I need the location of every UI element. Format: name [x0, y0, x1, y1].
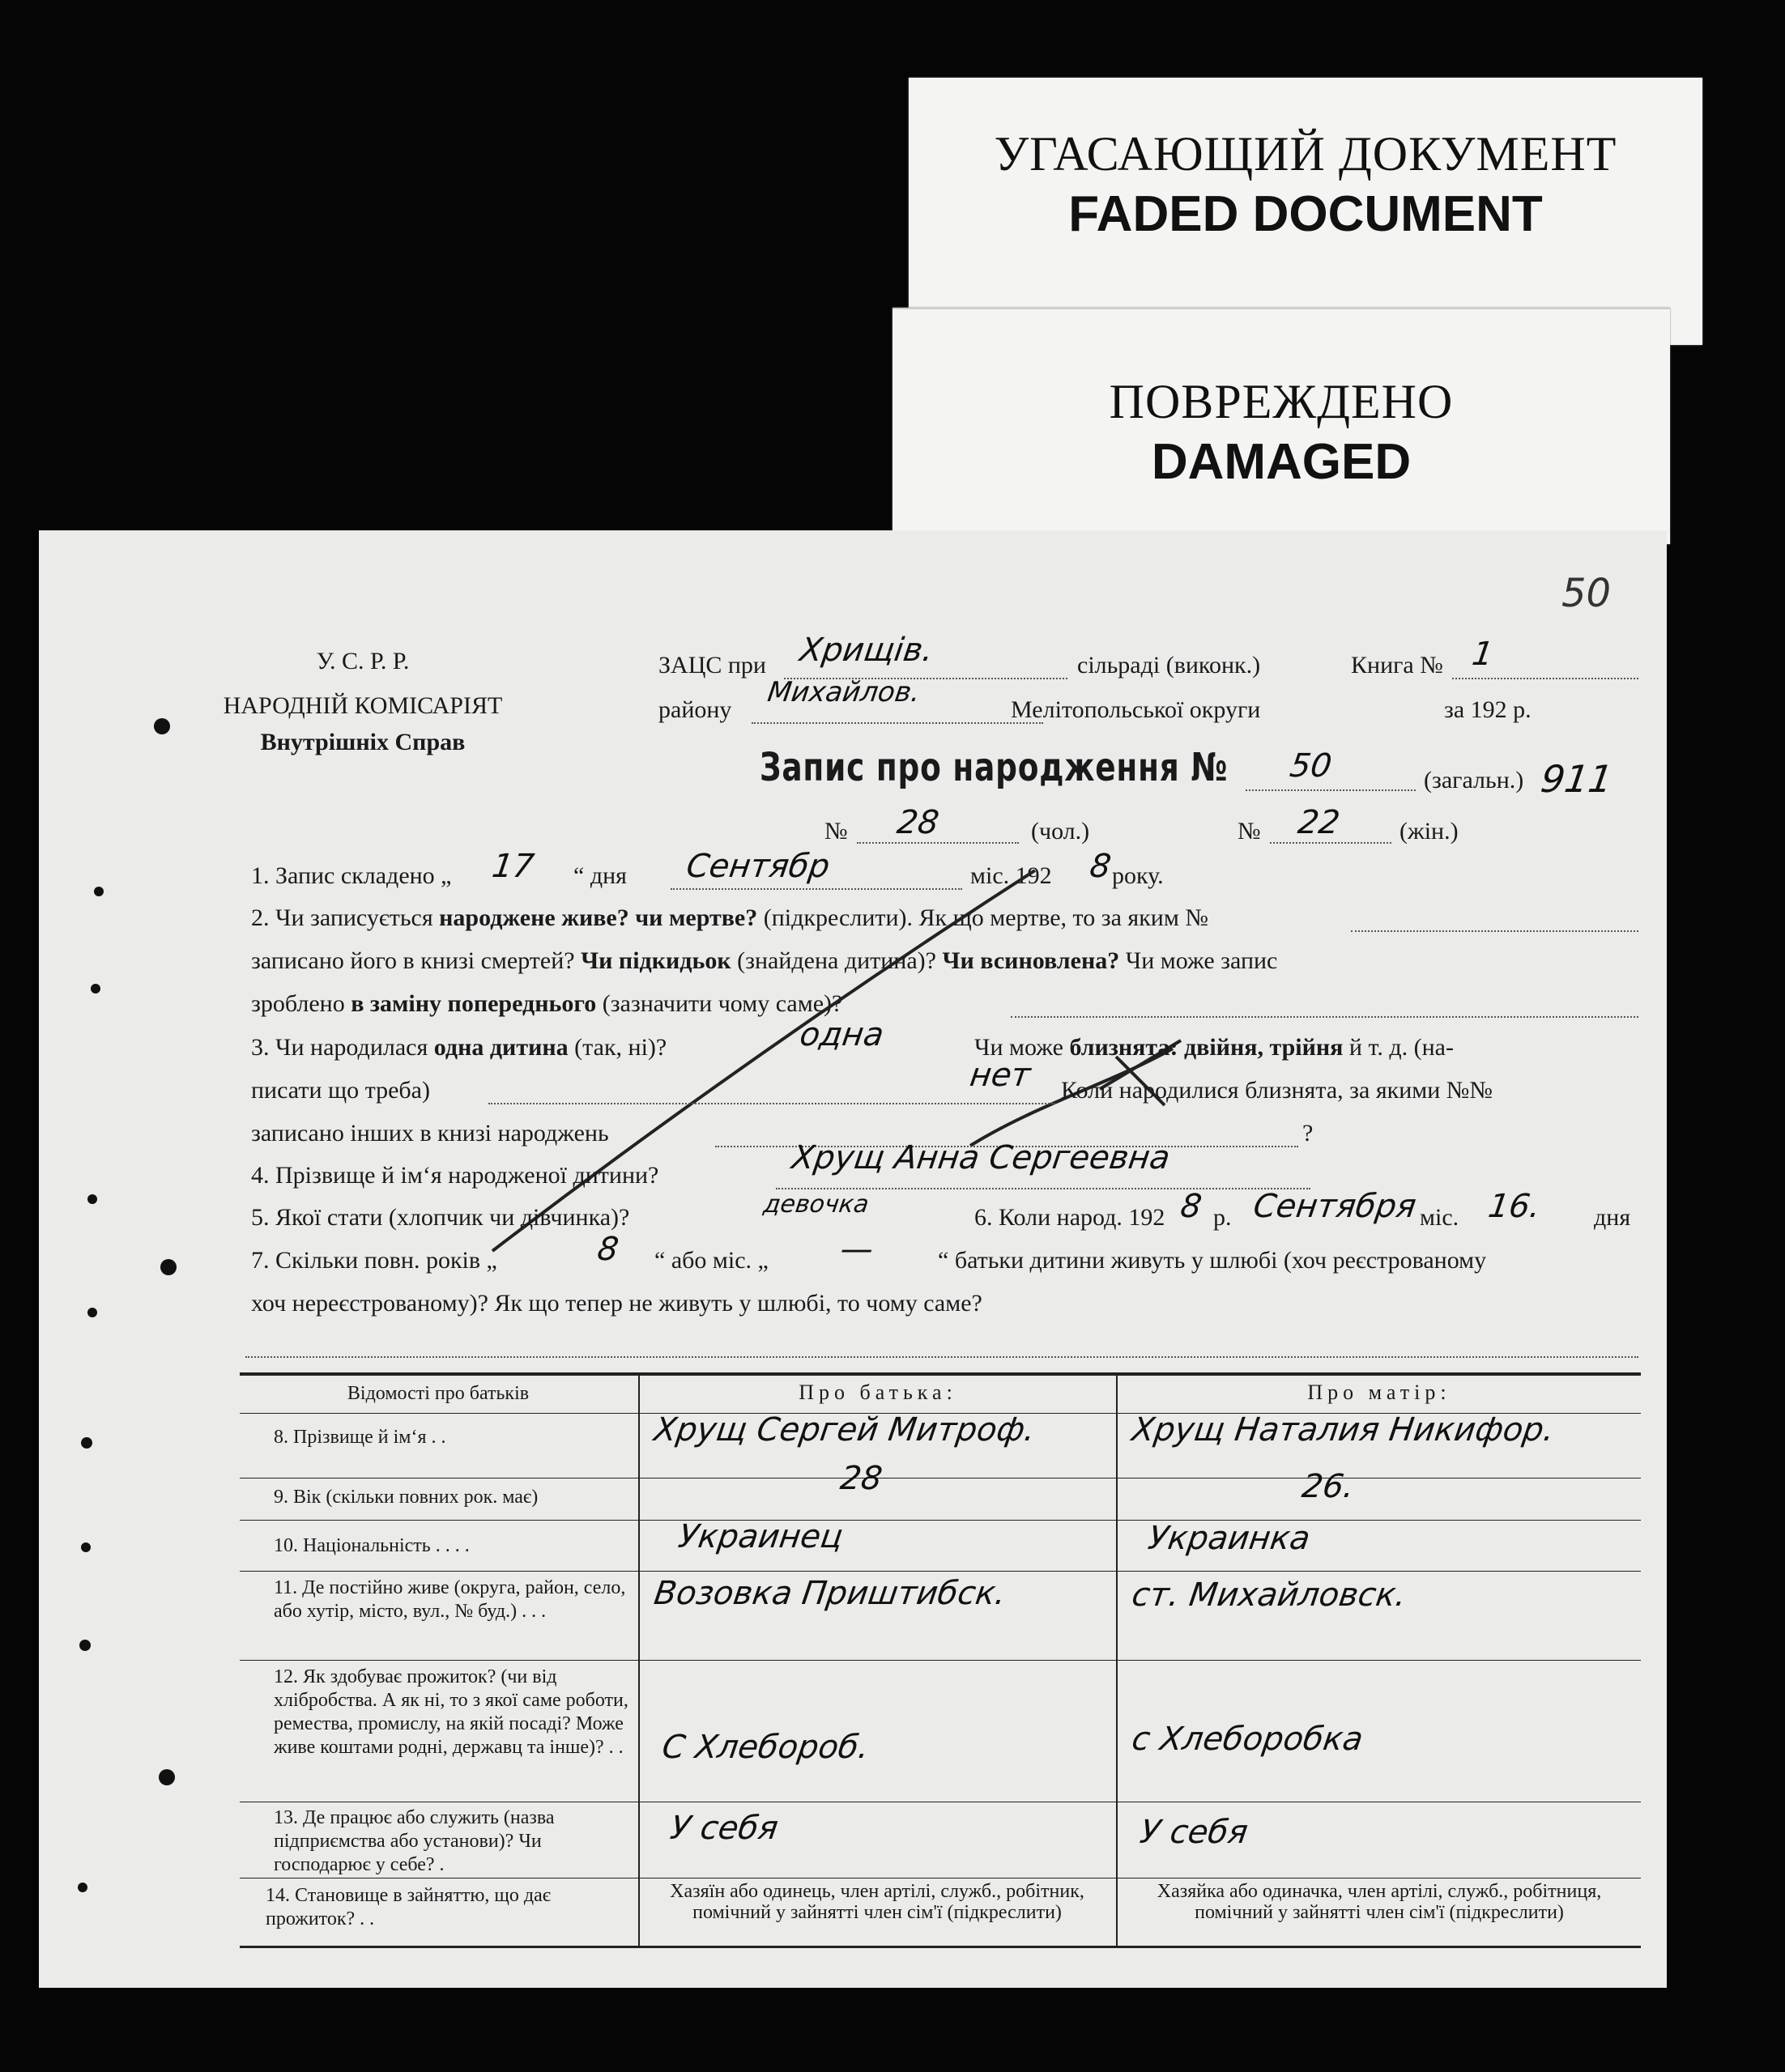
q2-text-c: (підкреслити). Як що мертве, то за яким №: [757, 904, 1208, 931]
book-number: 1: [1469, 636, 1496, 673]
q2-text-d: записано його в книзі смертей?: [251, 947, 582, 974]
q7-text-d: хоч нереєстрованому)? Як що тепер не живуть у шлюбі, то чому саме?: [251, 1290, 982, 1317]
mother-name: Хрущ Наталия Никифор.: [1129, 1411, 1557, 1449]
q2-text-b: народжене живе? чи мертве?: [439, 904, 758, 931]
zagaln-label: (загальн.): [1424, 767, 1524, 793]
birth-day: 16.: [1485, 1188, 1543, 1225]
father-residence: Возовка Приштибск.: [651, 1575, 1008, 1612]
table-row-label: 14. Становище в зайняттю, що дає прожиток? . .: [266, 1885, 552, 1929]
q3-line-b: [974, 1034, 1454, 1062]
damaged-label-ru: ПОВРЕЖДЕНО: [1109, 375, 1454, 428]
table-row-label: 9. Вік (скільки повних рок. має): [274, 1487, 539, 1508]
punch-hole: [78, 1883, 87, 1892]
father-age: 28: [837, 1460, 885, 1497]
raion-field-line: [752, 722, 1043, 724]
q1-day: 17: [489, 848, 537, 885]
faded-label-en: FADED DOCUMENT: [1068, 186, 1543, 242]
father-workplace: У себя: [667, 1810, 781, 1847]
faded-document-label: [909, 78, 1702, 345]
q2-text-e: Чи підкидьок: [581, 947, 731, 974]
q1-text-c: міс. 192: [970, 862, 1052, 889]
punch-hole: [79, 1640, 91, 1651]
org-line-1: У. С. Р. Р.: [316, 648, 410, 674]
book-field-line: [1452, 678, 1638, 679]
zhin-label: (жін.): [1399, 818, 1459, 845]
q6-label: 6. Коли народ. 192: [974, 1204, 1165, 1231]
child-name: Хрущ Анна Сергеевна: [789, 1139, 1173, 1176]
q3-text-i: записано інших в книзі народжень: [251, 1120, 609, 1147]
no-sign-chol: №: [824, 818, 848, 845]
q2-text-g: Чи всиновлена?: [942, 947, 1120, 974]
q7-text-c: “ батьки дитини живуть у шлюбі (хоч реєстрованому: [938, 1247, 1487, 1274]
q1-label: [251, 862, 452, 890]
father-status: Хазяїн або одинець, член артілі, служб., робітник, помічний у зайнятті член сім'ї (підкреслити): [670, 1881, 1084, 1923]
table-top-border: [240, 1372, 1641, 1376]
silradi-label: сільраді (виконк.): [1077, 652, 1261, 679]
org-line-2: НАРОДНІЙ КОМІСАРІЯТ: [223, 692, 503, 719]
q3-text-j: ?: [1302, 1120, 1314, 1147]
q2-text-i: зроблено: [251, 990, 351, 1017]
record-number: 50: [1287, 747, 1335, 785]
father-name: Хрущ Сергей Митроф.: [651, 1411, 1037, 1449]
father-nationality: Украинец: [675, 1518, 846, 1555]
table-row-label: 10. Національність . . . .: [274, 1535, 470, 1556]
table-row-label: 11. Де постійно живе (округа, район, село, або хутір, місто, вул., № буд.) . . .: [274, 1577, 626, 1622]
punch-hole: [81, 1437, 92, 1449]
marriage-years: 8: [594, 1231, 621, 1268]
q2-text-k: (зазначити чому саме)?: [596, 990, 843, 1017]
punch-hole: [159, 1769, 175, 1785]
punch-hole: [87, 1194, 97, 1204]
okrug-label: Мелітопольської округи: [1011, 696, 1261, 723]
zhin-number-line: [1270, 842, 1391, 844]
punch-hole: [160, 1259, 177, 1275]
village-value: Хрищів.: [797, 632, 936, 669]
q1-year: 8: [1087, 848, 1114, 885]
org-line-3: Внутрішніх Справ: [260, 729, 466, 755]
q3-text-e: близнята: двійня, трійня: [1069, 1034, 1344, 1061]
no-sign-zhin: №: [1238, 818, 1261, 845]
table-row-divider: [240, 1571, 1641, 1572]
q3-text-g: писати що треба): [251, 1077, 430, 1104]
q1-month: Сентябр: [684, 848, 833, 885]
q3-text-f: й т. д. (на-: [1343, 1034, 1454, 1061]
table-row-divider: [240, 1660, 1641, 1661]
chol-number: 28: [894, 804, 942, 841]
damaged-label-en: DAMAGED: [1151, 434, 1412, 490]
punch-hole: [87, 1308, 97, 1317]
birth-month: Сентября: [1250, 1188, 1419, 1225]
q5-label: 5. Якої стати (хлопчик чи дівчинка)?: [251, 1204, 630, 1231]
mother-age: 26.: [1299, 1468, 1357, 1505]
mother-nationality: Украинка: [1145, 1520, 1313, 1557]
q7-reason-line: [245, 1356, 1638, 1358]
q7-text-b: “ або міс. „: [654, 1247, 769, 1274]
corner-number: 50: [1561, 571, 1612, 616]
table-bottom-border: [240, 1946, 1641, 1948]
zags-label: ЗАЦС при: [658, 652, 766, 679]
zhin-number: 22: [1295, 804, 1343, 841]
q2-text-f: (знайдена дитина)?: [731, 947, 943, 974]
q3-text-a: 3. Чи народилася: [251, 1034, 434, 1061]
q6-text-dnia: дня: [1594, 1204, 1631, 1231]
q3-twins-answer: нет: [967, 1057, 1033, 1094]
mother-residence: ст. Михайловск.: [1129, 1576, 1409, 1614]
table-row-label: 12. Як здобуває прожиток? (чи від хлібробства. А як ні, то з якої саме роботи, ремества, промислу, на якій посаді? Може живе коштами родні, державц та інше)? . .: [274, 1666, 628, 1758]
q1-text-d: року.: [1112, 862, 1164, 889]
mother-occupation: с Хлеборобка: [1129, 1721, 1365, 1758]
marriage-months: —: [837, 1231, 876, 1268]
record-title: Запис про народження №: [760, 745, 1229, 790]
q3-text-c: (так, ні)?: [568, 1034, 667, 1061]
punch-hole: [154, 718, 170, 734]
punch-hole: [81, 1542, 91, 1552]
q3-answer: одна: [797, 1016, 887, 1053]
table-row-label: 13. Де працює або служить (назва підприємства або установи)? Чи господарює у себе? .: [274, 1807, 555, 1875]
table-header-father: Про батька:: [799, 1381, 957, 1404]
q2-number-line: [1351, 930, 1638, 932]
chol-label: (чол.): [1031, 818, 1090, 845]
q4-label: 4. Прізвище й ім‘я народженої дитини?: [251, 1162, 659, 1189]
mother-status: Хазяйка або одиначка, член артілі, служб., робітниця, помічний у зайнятті член сім'ї (підкреслити): [1157, 1881, 1602, 1923]
q2-text-j: в заміну попереднього: [351, 990, 597, 1017]
q3-twins-line: [488, 1103, 1055, 1104]
year-label: за 192 р.: [1444, 696, 1532, 723]
birth-year: 8: [1178, 1188, 1204, 1225]
q3-line: [251, 1034, 667, 1062]
q2-text-a: 2. Чи записується: [251, 904, 440, 931]
q6-text-r: р.: [1213, 1204, 1232, 1231]
q3-text-d: Чи може: [974, 1034, 1070, 1061]
q1-text-b: “ дня: [573, 862, 627, 889]
raion-label: району: [658, 696, 732, 723]
mother-workplace: У себя: [1137, 1814, 1250, 1851]
damaged-document-label: [892, 308, 1670, 544]
q7-label: 7. Скільки повн. років „: [251, 1247, 497, 1274]
table-header-mother: Про матір:: [1307, 1381, 1451, 1404]
punch-hole: [91, 984, 100, 993]
punch-hole: [94, 887, 104, 896]
raion-value: Михайлов.: [765, 676, 922, 708]
q6-text-mis: міс.: [1420, 1204, 1459, 1231]
table-row-label: 8. Прізвище й ім‘я . .: [274, 1427, 446, 1448]
table-row-divider: [240, 1520, 1641, 1521]
faded-label-ru: УГАСАЮЩИЙ ДОКУМЕНТ: [994, 127, 1617, 181]
q3-text-b: одна дитина: [433, 1034, 569, 1061]
record-number-line: [1246, 789, 1416, 791]
zagaln-number: 911: [1538, 757, 1616, 801]
q3-text-h: Коли народилися близнята, за якими №№: [1061, 1077, 1493, 1104]
book-label: Книга №: [1351, 652, 1443, 679]
q4-name-line: [776, 1188, 1310, 1189]
father-occupation: С Хлебороб.: [659, 1729, 871, 1766]
q1-text-a: 1. Запис складено „: [251, 862, 452, 889]
birth-record-form: [39, 530, 1667, 1988]
child-sex: девочка: [761, 1190, 871, 1219]
table-header-parents: Відомості про батьків: [347, 1383, 530, 1404]
q2-text-h: Чи може запис: [1119, 947, 1278, 974]
